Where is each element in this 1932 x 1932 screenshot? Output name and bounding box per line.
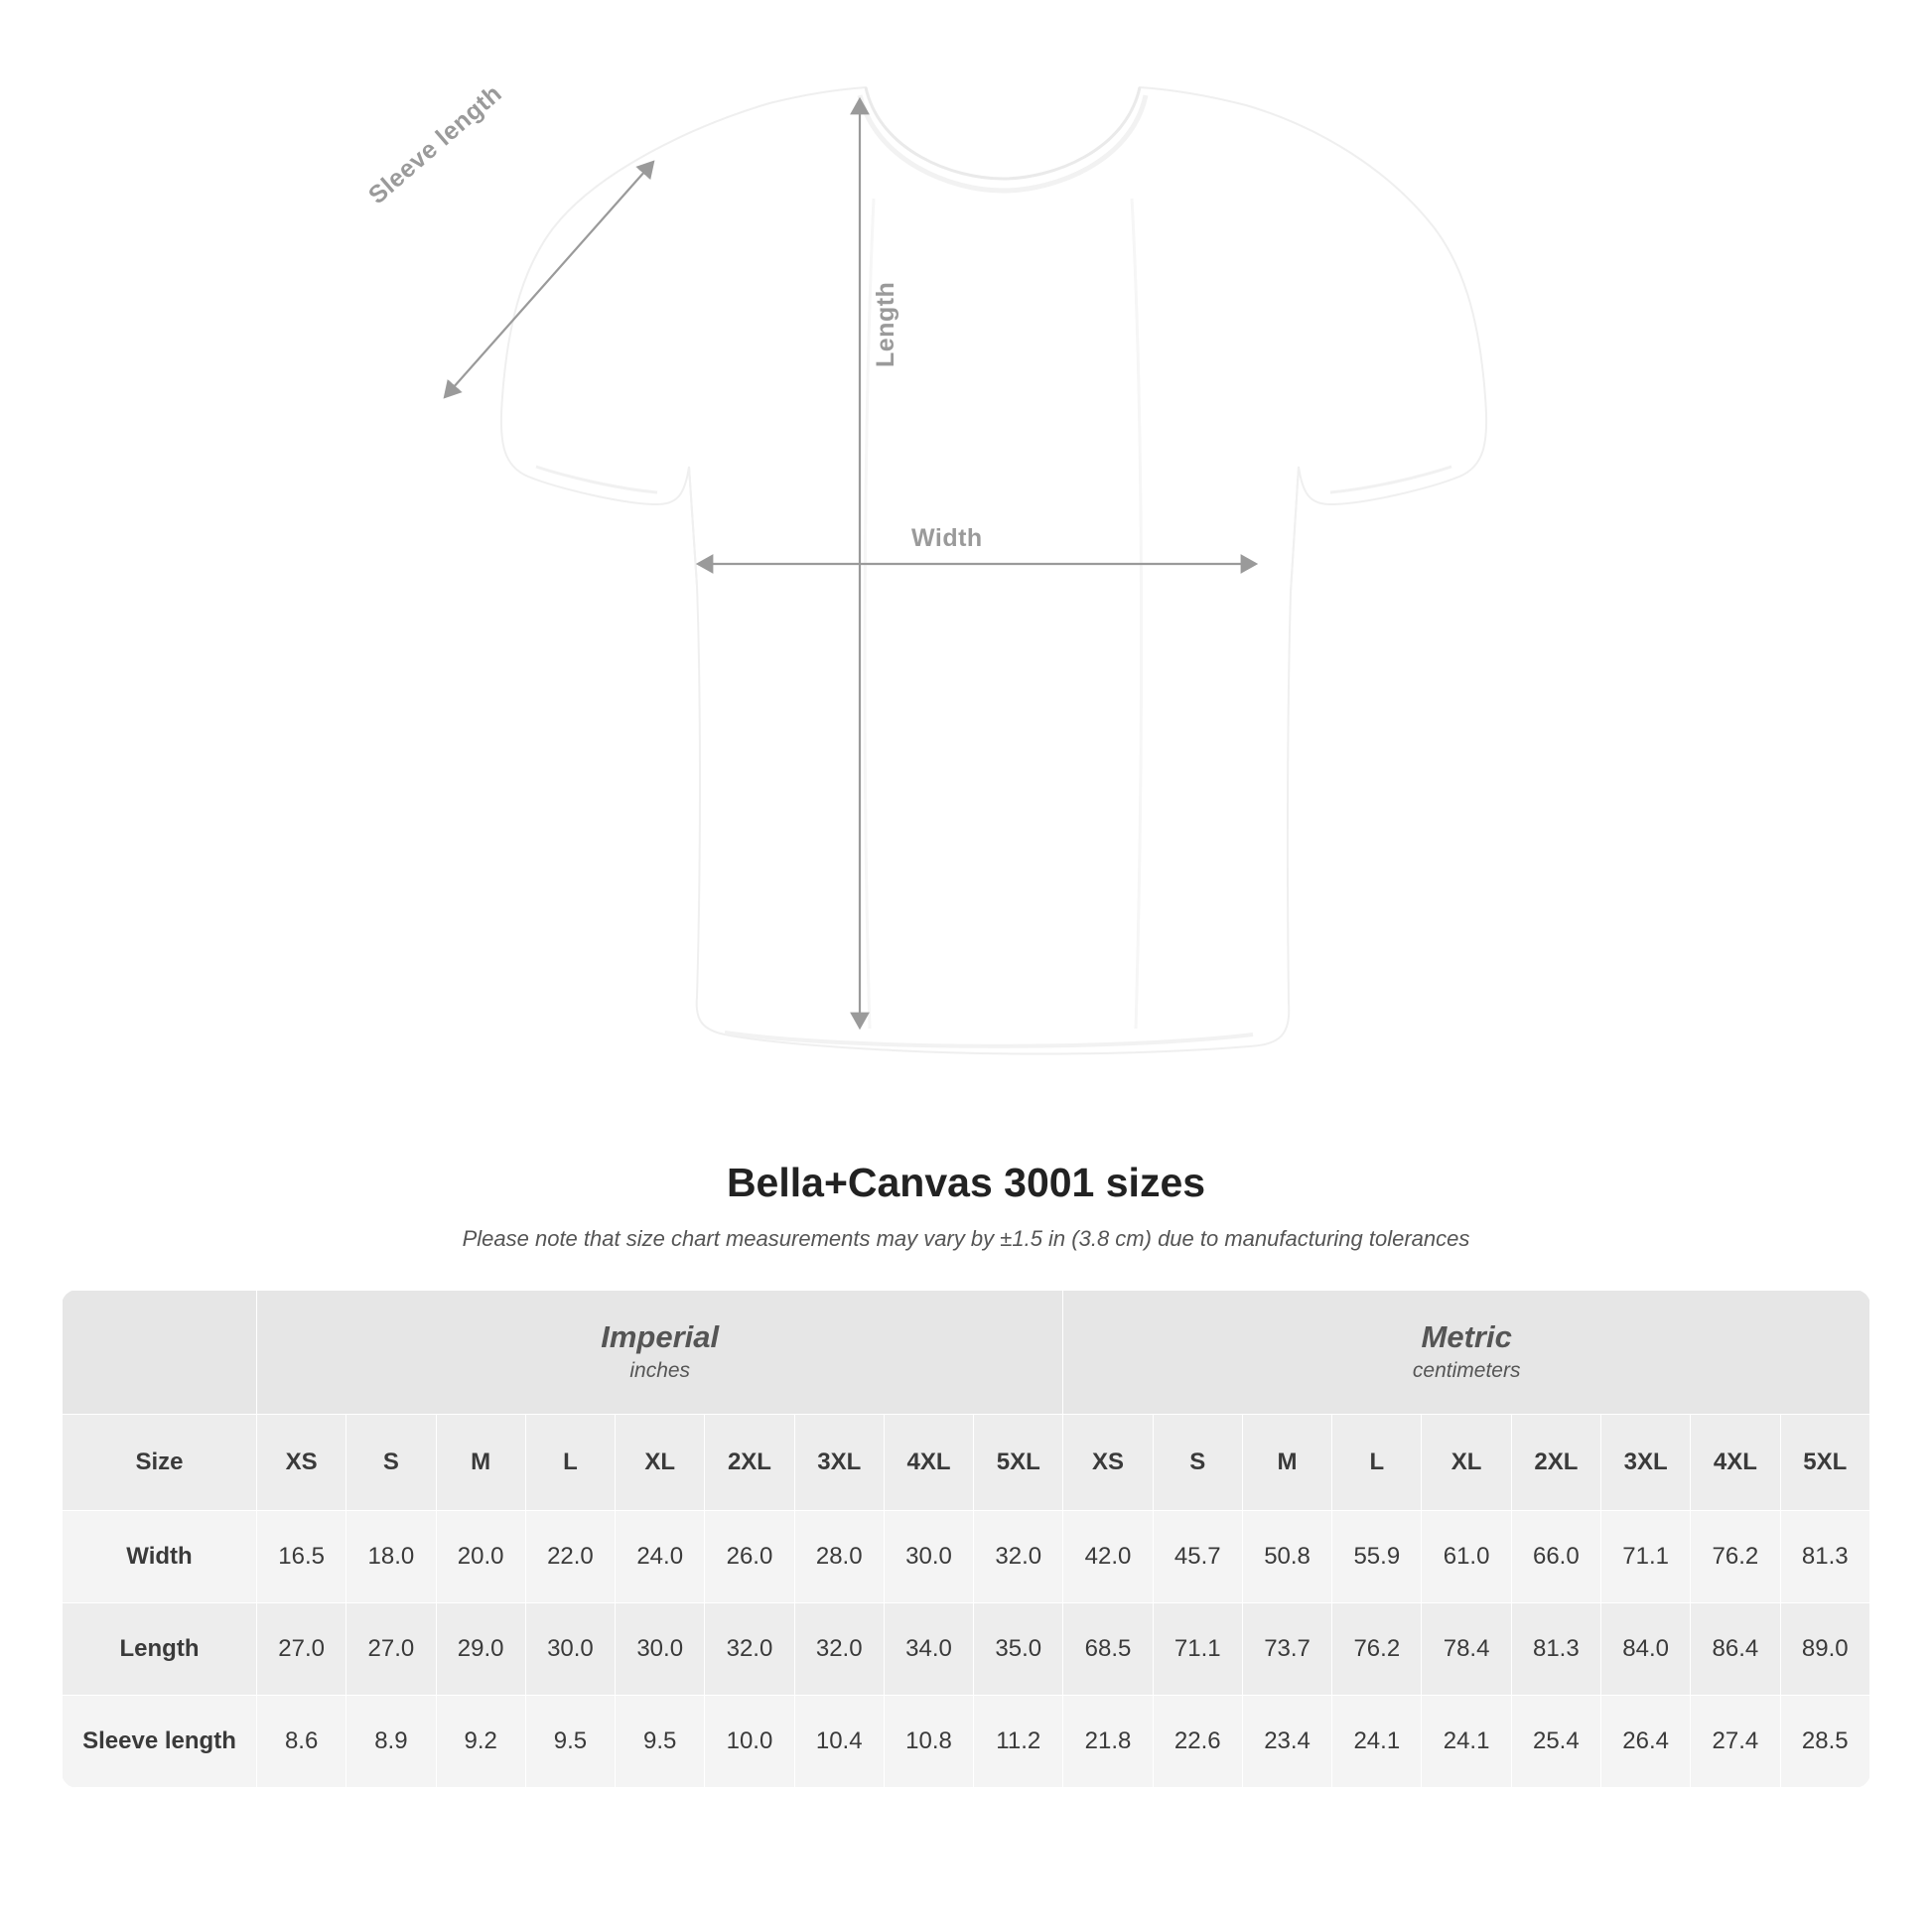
table-cell: 81.3 bbox=[1511, 1603, 1600, 1696]
table-cell: 20.0 bbox=[436, 1511, 525, 1603]
size-header-cell: S bbox=[346, 1415, 436, 1511]
table-cell: 45.7 bbox=[1153, 1511, 1242, 1603]
size-header-cell: L bbox=[1332, 1415, 1422, 1511]
table-cell: 66.0 bbox=[1511, 1511, 1600, 1603]
table-cell: 27.4 bbox=[1691, 1696, 1780, 1788]
size-header-cell: L bbox=[525, 1415, 615, 1511]
size-header-cell: 3XL bbox=[1600, 1415, 1690, 1511]
row-label-length: Length bbox=[63, 1603, 257, 1696]
row-label-sleeve-length: Sleeve length bbox=[63, 1696, 257, 1788]
table-cell: 24.1 bbox=[1332, 1696, 1422, 1788]
size-header-cell: XL bbox=[1422, 1415, 1511, 1511]
size-header-cell: XL bbox=[616, 1415, 705, 1511]
table-cell: 9.5 bbox=[616, 1696, 705, 1788]
table-cell: 26.0 bbox=[705, 1511, 794, 1603]
table-cell: 21.8 bbox=[1063, 1696, 1153, 1788]
unit-group-imperial-subtitle: inches bbox=[629, 1358, 691, 1382]
unit-corner-cell bbox=[63, 1291, 257, 1415]
table-cell: 10.4 bbox=[794, 1696, 884, 1788]
table-cell: 50.8 bbox=[1242, 1511, 1331, 1603]
table-cell: 32.0 bbox=[705, 1603, 794, 1696]
table-cell: 35.0 bbox=[974, 1603, 1063, 1696]
size-header-cell: 2XL bbox=[1511, 1415, 1600, 1511]
unit-group-imperial-title: Imperial bbox=[601, 1318, 720, 1354]
table-row bbox=[63, 1511, 1870, 1603]
table-cell: 9.5 bbox=[525, 1696, 615, 1788]
unit-group-metric bbox=[1063, 1291, 1870, 1415]
size-header-label: Size bbox=[63, 1415, 257, 1511]
table-cell: 28.0 bbox=[794, 1511, 884, 1603]
size-header-cell: 3XL bbox=[794, 1415, 884, 1511]
table-cell: 71.1 bbox=[1600, 1511, 1690, 1603]
table-cell: 30.0 bbox=[884, 1511, 973, 1603]
page-subtitle: Please note that size chart measurements may vary by ±1.5 in (3.8 cm) due to manufacturing tolerances bbox=[462, 1226, 1470, 1251]
table-cell: 24.1 bbox=[1422, 1696, 1511, 1788]
table-cell: 16.5 bbox=[257, 1511, 346, 1603]
table-cell: 68.5 bbox=[1063, 1603, 1153, 1696]
size-header-cell: XS bbox=[1063, 1415, 1153, 1511]
sleeve-length-label: Sleeve length bbox=[363, 78, 507, 210]
size-header-cell: 5XL bbox=[974, 1415, 1063, 1511]
unit-group-imperial bbox=[257, 1291, 1063, 1415]
table-cell: 30.0 bbox=[616, 1603, 705, 1696]
table-cell: 22.0 bbox=[525, 1511, 615, 1603]
table-cell: 61.0 bbox=[1422, 1511, 1511, 1603]
table-cell: 89.0 bbox=[1780, 1603, 1869, 1696]
table-cell: 71.1 bbox=[1153, 1603, 1242, 1696]
table-cell: 32.0 bbox=[794, 1603, 884, 1696]
table-cell: 23.4 bbox=[1242, 1696, 1331, 1788]
table-cell: 42.0 bbox=[1063, 1511, 1153, 1603]
table-row bbox=[63, 1603, 1870, 1696]
table-cell: 26.4 bbox=[1600, 1696, 1690, 1788]
unit-group-metric-subtitle: centimeters bbox=[1412, 1358, 1521, 1382]
width-label: Width bbox=[911, 524, 983, 552]
table-cell: 27.0 bbox=[257, 1603, 346, 1696]
table-cell: 10.8 bbox=[884, 1696, 973, 1788]
table-cell: 73.7 bbox=[1242, 1603, 1331, 1696]
size-header-cell: M bbox=[1242, 1415, 1331, 1511]
table-cell: 10.0 bbox=[705, 1696, 794, 1788]
table-cell: 81.3 bbox=[1780, 1511, 1869, 1603]
table-cell: 76.2 bbox=[1332, 1603, 1422, 1696]
unit-group-metric-title: Metric bbox=[1421, 1318, 1512, 1354]
size-header-cell: XS bbox=[257, 1415, 346, 1511]
table-cell: 55.9 bbox=[1332, 1511, 1422, 1603]
table-cell: 84.0 bbox=[1600, 1603, 1690, 1696]
table-cell: 22.6 bbox=[1153, 1696, 1242, 1788]
table-cell: 11.2 bbox=[974, 1696, 1063, 1788]
table-cell: 8.9 bbox=[346, 1696, 436, 1788]
size-table bbox=[62, 1290, 1870, 1788]
table-cell: 76.2 bbox=[1691, 1511, 1780, 1603]
size-header-cell: M bbox=[436, 1415, 525, 1511]
table-cell: 32.0 bbox=[974, 1511, 1063, 1603]
table-cell: 29.0 bbox=[436, 1603, 525, 1696]
table-cell: 30.0 bbox=[525, 1603, 615, 1696]
table-cell: 34.0 bbox=[884, 1603, 973, 1696]
length-label: Length bbox=[872, 281, 899, 367]
table-cell: 18.0 bbox=[346, 1511, 436, 1603]
table-cell: 27.0 bbox=[346, 1603, 436, 1696]
size-header-cell: 4XL bbox=[1691, 1415, 1780, 1511]
size-table-container bbox=[62, 1290, 1870, 1788]
table-cell: 28.5 bbox=[1780, 1696, 1869, 1788]
size-header-cell: 2XL bbox=[705, 1415, 794, 1511]
table-cell: 9.2 bbox=[436, 1696, 525, 1788]
size-header-cell: 5XL bbox=[1780, 1415, 1869, 1511]
page-title: Bella+Canvas 3001 sizes bbox=[726, 1160, 1206, 1205]
tshirt-shape bbox=[501, 87, 1486, 1053]
table-cell: 86.4 bbox=[1691, 1603, 1780, 1696]
table-cell: 25.4 bbox=[1511, 1696, 1600, 1788]
size-header-cell: 4XL bbox=[884, 1415, 973, 1511]
size-header-cell: S bbox=[1153, 1415, 1242, 1511]
table-cell: 24.0 bbox=[616, 1511, 705, 1603]
unit-group-row bbox=[63, 1291, 1870, 1415]
size-header-row bbox=[63, 1415, 1870, 1511]
table-cell: 8.6 bbox=[257, 1696, 346, 1788]
table-row bbox=[63, 1696, 1870, 1788]
row-label-width: Width bbox=[63, 1511, 257, 1603]
table-cell: 78.4 bbox=[1422, 1603, 1511, 1696]
